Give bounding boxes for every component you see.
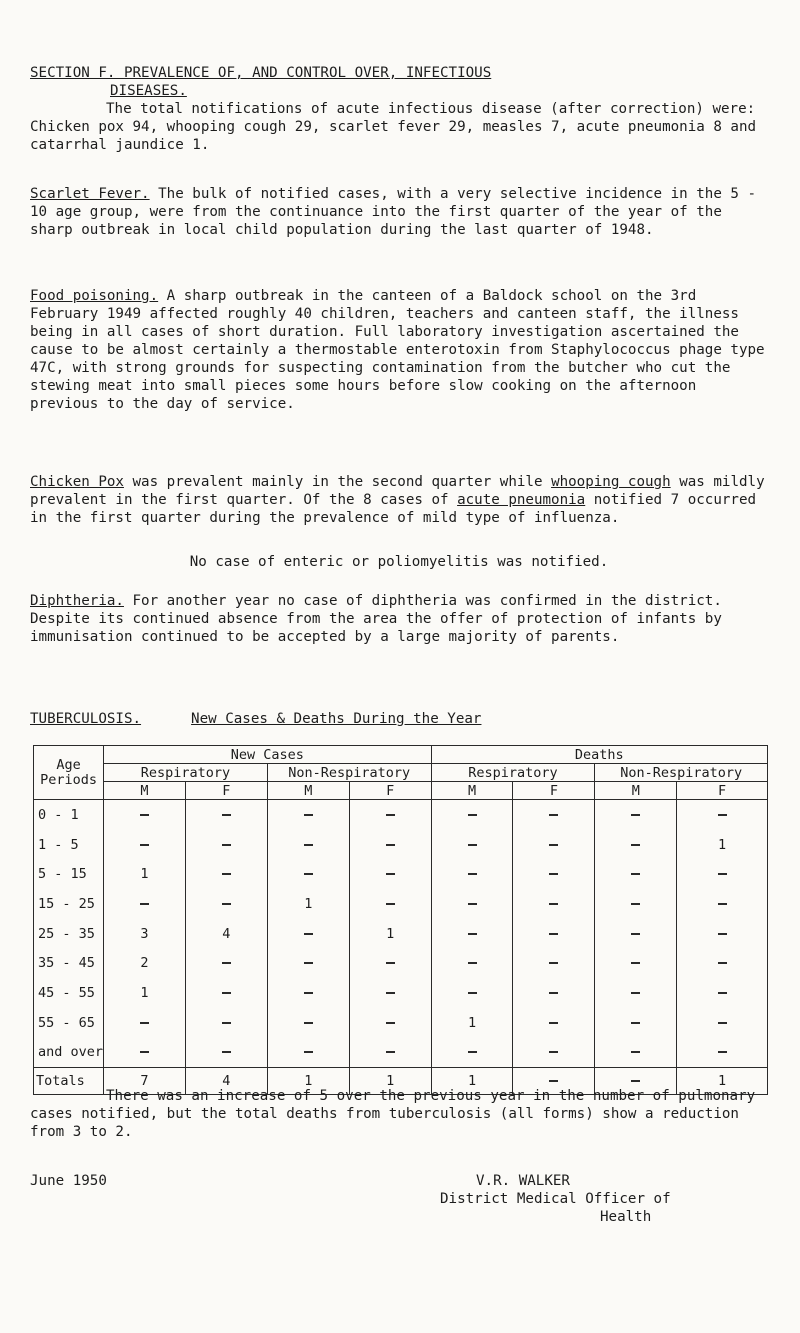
value-cell	[513, 1008, 595, 1038]
dash-mark	[718, 1051, 727, 1053]
value-cell	[185, 800, 267, 830]
dash-mark	[386, 962, 395, 964]
value-cell: 2	[104, 948, 186, 978]
value-cell	[513, 859, 595, 889]
diphtheria-heading: Diphtheria.	[30, 593, 124, 609]
dash-mark	[718, 933, 727, 935]
signature-block	[440, 1172, 671, 1226]
dash-mark	[468, 814, 477, 816]
dash-mark	[718, 962, 727, 964]
chicken-pox-paragraph: Chicken Pox was prevalent mainly in the second quarter while whooping cough was mildly prevalent in the first quarter. Of the 8 cases of acute pneumonia notified 7 occurred in the first quarter during the prevalence of mild type of influenza.	[30, 474, 765, 526]
age-period-cell: 25 - 35	[34, 919, 104, 949]
value-cell	[349, 1038, 431, 1068]
value-cell	[431, 919, 513, 949]
value-cell	[185, 1038, 267, 1068]
dash-mark	[468, 933, 477, 935]
value-cell	[677, 859, 768, 889]
dash-mark	[549, 1022, 558, 1024]
dash-mark	[468, 844, 477, 846]
section-heading	[30, 64, 730, 100]
age-period-cell: 15 - 25	[34, 889, 104, 919]
dash-mark	[386, 1051, 395, 1053]
dash-mark	[140, 844, 149, 846]
dash-mark	[386, 903, 395, 905]
value-cell	[595, 1038, 677, 1068]
totals-label: Totals	[34, 1068, 104, 1095]
dash-mark	[222, 1051, 231, 1053]
tuberculosis-table	[33, 745, 768, 1095]
officer-name: V.R. WALKER	[476, 1173, 570, 1189]
dash-mark	[222, 962, 231, 964]
value-cell	[431, 1038, 513, 1068]
dash-mark	[549, 962, 558, 964]
age-period-cell: 35 - 45	[34, 948, 104, 978]
dash-mark	[386, 873, 395, 875]
report-date: June 1950	[30, 1173, 107, 1189]
value-cell	[349, 1008, 431, 1038]
table-row	[34, 1008, 768, 1038]
sex-header-f: F	[513, 782, 595, 800]
value-cell	[595, 800, 677, 830]
section-title-line2: DISEASES.	[110, 83, 187, 99]
enteric-paragraph: No case of enteric or poliomyelitis was notified.	[189, 554, 609, 570]
age-period-cell: 55 - 65	[34, 1008, 104, 1038]
value-cell	[267, 859, 349, 889]
value-cell	[267, 919, 349, 949]
officer-title-line1: District Medical Officer of	[440, 1191, 671, 1207]
value-cell	[185, 859, 267, 889]
new-cases-header: New Cases	[104, 746, 432, 764]
dash-mark	[549, 1080, 558, 1082]
dash-mark	[549, 1051, 558, 1053]
age-period-cell: 1 - 5	[34, 830, 104, 860]
dash-mark	[631, 1051, 640, 1053]
value-cell	[595, 1008, 677, 1038]
food-poisoning-paragraph: Food poisoning. A sharp outbreak in the canteen of a Baldock school on the 3rd February 1949 affected roughly 40 children, teachers and canteen staff, the illness being in all cases of short duration. Full laboratory investigation ascertained the cause to be almost certainly a thermostable enterotoxin from Staphylococcus phage type 47C, with strong grounds for suspecting contamination from the butcher who cut the stewing meat into small pieces some hours before slow cooking on the afternoon previous to the day of service.	[30, 288, 765, 412]
value-cell	[513, 830, 595, 860]
table-row	[34, 978, 768, 1008]
value-cell	[677, 919, 768, 949]
age-period-cell: 45 - 55	[34, 978, 104, 1008]
value-cell	[349, 830, 431, 860]
value-cell: 1	[431, 1068, 513, 1095]
dash-mark	[304, 873, 313, 875]
value-cell	[677, 1038, 768, 1068]
value-cell: 1	[267, 1068, 349, 1095]
dash-mark	[140, 814, 149, 816]
new-non-respiratory-header: Non-Respiratory	[267, 764, 431, 782]
value-cell: 1	[349, 1068, 431, 1095]
value-cell: 1	[104, 859, 186, 889]
table-row	[34, 859, 768, 889]
value-cell	[431, 948, 513, 978]
dash-mark	[549, 814, 558, 816]
dash-mark	[468, 992, 477, 994]
food-poisoning-heading: Food poisoning.	[30, 288, 159, 304]
value-cell	[431, 978, 513, 1008]
sex-header-m: M	[104, 782, 186, 800]
dash-mark	[468, 1051, 477, 1053]
value-cell	[677, 1008, 768, 1038]
dash-mark	[549, 844, 558, 846]
dash-mark	[304, 844, 313, 846]
acute-pneumonia-heading: acute pneumonia	[457, 492, 586, 508]
value-cell	[677, 978, 768, 1008]
section-title-line1: SECTION F. PREVALENCE OF, AND CONTROL OVER, INFECTIOUS	[30, 65, 492, 81]
scarlet-fever-paragraph: Scarlet Fever. The bulk of notified cases, with a very selective incidence in the 5 - 10 age group, were from the continuance into the first quarter of the year of the sharp outbreak in local child population during the last quarter of 1948.	[30, 186, 757, 238]
value-cell	[595, 859, 677, 889]
value-cell	[513, 948, 595, 978]
value-cell	[349, 978, 431, 1008]
dash-mark	[386, 992, 395, 994]
table-row	[34, 1038, 768, 1068]
value-cell	[349, 889, 431, 919]
dash-mark	[140, 1051, 149, 1053]
value-cell	[677, 889, 768, 919]
scarlet-fever-heading: Scarlet Fever.	[30, 186, 150, 202]
value-cell	[677, 800, 768, 830]
deaths-non-respiratory-header: Non-Respiratory	[595, 764, 768, 782]
value-cell	[104, 1008, 186, 1038]
dash-mark	[718, 873, 727, 875]
officer-title-line2: Health	[600, 1209, 652, 1225]
value-cell: 3	[104, 919, 186, 949]
value-cell: 4	[185, 919, 267, 949]
dash-mark	[222, 844, 231, 846]
dash-mark	[631, 873, 640, 875]
value-cell	[349, 800, 431, 830]
dash-mark	[386, 1022, 395, 1024]
dash-mark	[140, 1022, 149, 1024]
notifications-paragraph: The total notifications of acute infectious disease (after correction) were: Chicken pox 94, whooping cough 29, scarlet fever 29, measles 7, acute pneumonia 8 and catarrhal jaundice 1.	[30, 101, 757, 153]
value-cell	[104, 830, 186, 860]
age-period-cell: 0 - 1	[34, 800, 104, 830]
sex-header-m: M	[431, 782, 513, 800]
value-cell	[185, 948, 267, 978]
value-cell	[513, 1038, 595, 1068]
dash-mark	[140, 903, 149, 905]
dash-mark	[631, 962, 640, 964]
dash-mark	[304, 814, 313, 816]
sex-header-f: F	[677, 782, 768, 800]
value-cell: 1	[349, 919, 431, 949]
dash-mark	[304, 933, 313, 935]
dash-mark	[386, 844, 395, 846]
dash-mark	[631, 844, 640, 846]
table-title	[30, 710, 730, 728]
dash-mark	[549, 873, 558, 875]
value-cell	[185, 889, 267, 919]
value-cell	[595, 919, 677, 949]
value-cell	[431, 830, 513, 860]
value-cell	[267, 1008, 349, 1038]
dash-mark	[631, 814, 640, 816]
value-cell	[185, 978, 267, 1008]
value-cell	[513, 889, 595, 919]
age-periods-header: Age Periods	[34, 746, 104, 800]
value-cell	[513, 919, 595, 949]
dash-mark	[718, 992, 727, 994]
whooping-cough-heading: whooping cough	[551, 474, 671, 490]
dash-mark	[304, 962, 313, 964]
value-cell	[349, 948, 431, 978]
value-cell: 1	[677, 1068, 768, 1095]
value-cell	[267, 830, 349, 860]
value-cell	[677, 948, 768, 978]
value-cell	[595, 978, 677, 1008]
value-cell	[267, 1038, 349, 1068]
value-cell: 4	[185, 1068, 267, 1095]
deaths-header: Deaths	[431, 746, 767, 764]
dash-mark	[631, 903, 640, 905]
value-cell: 7	[104, 1068, 186, 1095]
dash-mark	[549, 903, 558, 905]
dash-mark	[304, 1051, 313, 1053]
dash-mark	[631, 933, 640, 935]
value-cell	[595, 948, 677, 978]
dash-mark	[468, 873, 477, 875]
age-period-cell: 5 - 15	[34, 859, 104, 889]
table-row	[34, 830, 768, 860]
dash-mark	[718, 903, 727, 905]
dash-mark	[718, 814, 727, 816]
table-row	[34, 889, 768, 919]
dash-mark	[386, 814, 395, 816]
dash-mark	[222, 814, 231, 816]
value-cell	[185, 830, 267, 860]
closing-paragraph: There was an increase of 5 over the previous year in the number of pulmonary cases notified, but the total deaths from tuberculosis (all forms) show a reduction from 3 to 2.	[30, 1088, 756, 1140]
value-cell	[513, 800, 595, 830]
sex-header-m: M	[595, 782, 677, 800]
value-cell	[431, 889, 513, 919]
table-row	[34, 948, 768, 978]
value-cell: 1	[431, 1008, 513, 1038]
value-cell: 1	[677, 830, 768, 860]
value-cell	[185, 1008, 267, 1038]
value-cell	[431, 800, 513, 830]
table-body	[34, 800, 768, 1095]
table-row	[34, 800, 768, 830]
dash-mark	[549, 933, 558, 935]
value-cell	[595, 889, 677, 919]
table-caption: TUBERCULOSIS.	[30, 711, 142, 727]
value-cell	[595, 830, 677, 860]
dash-mark	[222, 873, 231, 875]
dash-mark	[549, 992, 558, 994]
sex-header-f: F	[349, 782, 431, 800]
dash-mark	[631, 992, 640, 994]
diphtheria-paragraph: Diphtheria. For another year no case of diphtheria was confirmed in the district. Despite its continued absence from the area the offer of protection of infants by immunisation continued to be accepted by a large majority of parents.	[30, 593, 722, 645]
value-cell	[431, 859, 513, 889]
new-respiratory-header: Respiratory	[104, 764, 268, 782]
dash-mark	[304, 992, 313, 994]
dash-mark	[631, 1080, 640, 1082]
value-cell: 1	[267, 889, 349, 919]
value-cell	[104, 800, 186, 830]
dash-mark	[468, 962, 477, 964]
value-cell	[267, 978, 349, 1008]
value-cell: 1	[104, 978, 186, 1008]
value-cell	[267, 800, 349, 830]
value-cell	[267, 948, 349, 978]
dash-mark	[718, 1022, 727, 1024]
dash-mark	[631, 1022, 640, 1024]
value-cell	[513, 978, 595, 1008]
value-cell	[104, 1038, 186, 1068]
chicken-pox-heading: Chicken Pox	[30, 474, 124, 490]
sex-header-f: F	[185, 782, 267, 800]
value-cell	[349, 859, 431, 889]
dash-mark	[222, 903, 231, 905]
dash-mark	[468, 903, 477, 905]
table-subtitle: New Cases & Deaths During the Year	[191, 711, 482, 727]
sex-header-m: M	[267, 782, 349, 800]
age-period-cell: and over	[34, 1038, 104, 1068]
dash-mark	[222, 1022, 231, 1024]
dash-mark	[304, 1022, 313, 1024]
dash-mark	[222, 992, 231, 994]
value-cell	[104, 889, 186, 919]
deaths-respiratory-header: Respiratory	[431, 764, 595, 782]
table-row	[34, 919, 768, 949]
